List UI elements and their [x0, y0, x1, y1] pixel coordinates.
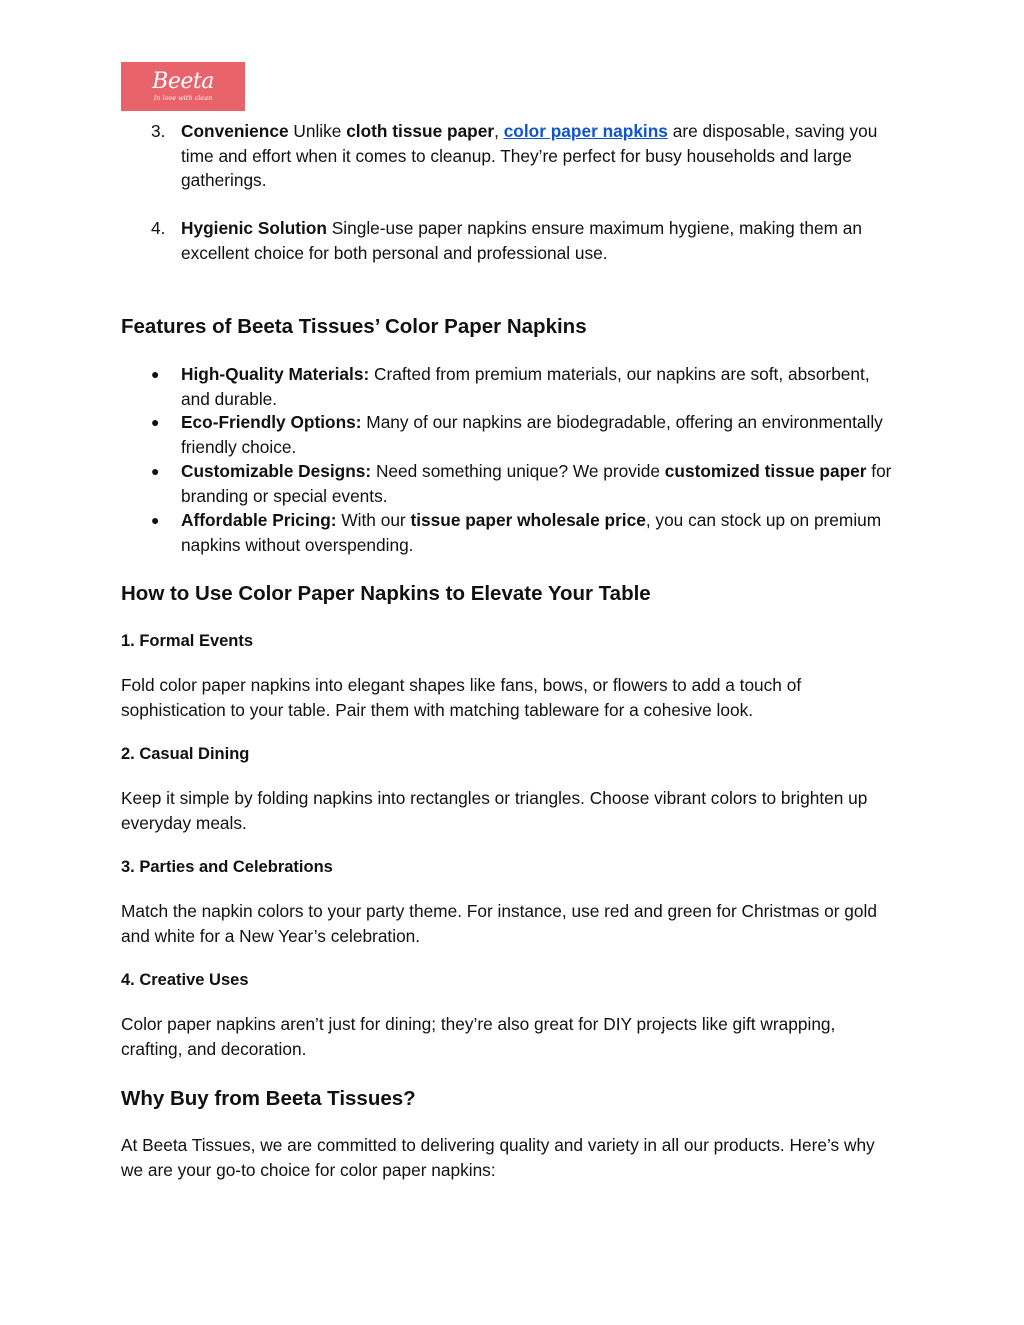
feature-item: [121, 410, 896, 459]
list-number: 4.: [151, 218, 166, 238]
feature-text-part: Need something unique? We provide: [371, 461, 665, 481]
list-number: 3.: [151, 121, 166, 141]
feature-item: [121, 459, 896, 508]
list-item-convenience: [121, 119, 896, 193]
bullet-icon: ●: [151, 512, 160, 528]
beeta-logo[interactable]: [121, 62, 245, 111]
section-body: Color paper napkins aren’t just for dining; they’re also great for DIY projects like gift wrapping, crafting, and decoration.: [121, 1014, 836, 1059]
feature-text-part: With our: [336, 510, 411, 530]
feature-text-part: Crafted from premium materials, our napkins are soft, absorbent, and durable.: [181, 364, 870, 409]
feature-text-part: Many of our napkins are biodegradable, offering an environmentally friendly choice.: [181, 412, 883, 457]
feature-text: [181, 459, 896, 508]
list-text-part: Unlike: [288, 121, 347, 141]
bullet-icon: ●: [151, 366, 160, 382]
feature-text: [181, 410, 896, 459]
section-body: Match the napkin colors to your party theme. For instance, use red and green for Christmas or gold and white for a New Year’s celebration.: [121, 901, 877, 946]
logo-tagline: In love with clean: [153, 94, 213, 102]
feature-label: High-Quality Materials:: [181, 364, 370, 384]
list-text: [181, 216, 896, 265]
list-text-part: are disposable, saving you time and effort when it comes to cleanup. They’re perfect for busy households and large gatherings.: [181, 121, 878, 190]
section-title: 3. Parties and Celebrations: [121, 858, 333, 876]
section-body: Fold color paper napkins into elegant shapes like fans, bows, or flowers to add a touch of sophistication to your table. Pair them with matching tableware for a cohesive look.: [121, 675, 802, 720]
section-title: 2. Casual Dining: [121, 745, 250, 763]
list-item-title: Hygienic Solution: [181, 218, 327, 238]
feature-item: [121, 362, 896, 411]
list-text: [181, 119, 896, 193]
list-item-title: Convenience: [181, 121, 289, 141]
section-body: Keep it simple by folding napkins into rectangles or triangles. Choose vibrant colors to brighten up everyday meals.: [121, 788, 868, 833]
color-paper-napkins-link[interactable]: color paper napkins: [503, 121, 668, 141]
bold-term: cloth tissue paper: [346, 121, 495, 141]
feature-text-part: for branding or special events.: [181, 461, 892, 506]
list-text-part: Single-use paper napkins ensure maximum hygiene, making them an excellent choice for both personal and professional use.: [181, 218, 862, 263]
list-text-part: ,: [494, 121, 504, 141]
why-heading: Why Buy from Beeta Tissues?: [121, 1087, 416, 1110]
feature-text: [181, 508, 896, 557]
bullet-icon: ●: [151, 463, 160, 479]
features-heading: Features of Beeta Tissues’ Color Paper Napkins: [121, 315, 587, 338]
section-title: 1. Formal Events: [121, 632, 254, 650]
bold-term: customized tissue paper: [664, 461, 867, 481]
list-item-hygienic: [121, 216, 896, 265]
feature-label: Affordable Pricing:: [181, 510, 337, 530]
feature-text-part: , you can stock up on premium napkins without overspending.: [181, 510, 882, 555]
logo-brand-text: Beeta: [152, 69, 214, 94]
bold-term: tissue paper wholesale price: [410, 510, 646, 530]
feature-label: Eco-Friendly Options:: [181, 412, 362, 432]
bullet-icon: ●: [151, 414, 160, 430]
howto-heading: How to Use Color Paper Napkins to Elevate Your Table: [121, 582, 651, 605]
why-body: At Beeta Tissues, we are committed to delivering quality and variety in all our products. Here’s why we are your go-to choice for color paper napkins:: [121, 1135, 875, 1180]
feature-label: Customizable Designs:: [181, 461, 372, 481]
feature-text: [181, 362, 896, 411]
feature-item: [121, 508, 896, 557]
section-title: 4. Creative Uses: [121, 971, 249, 989]
